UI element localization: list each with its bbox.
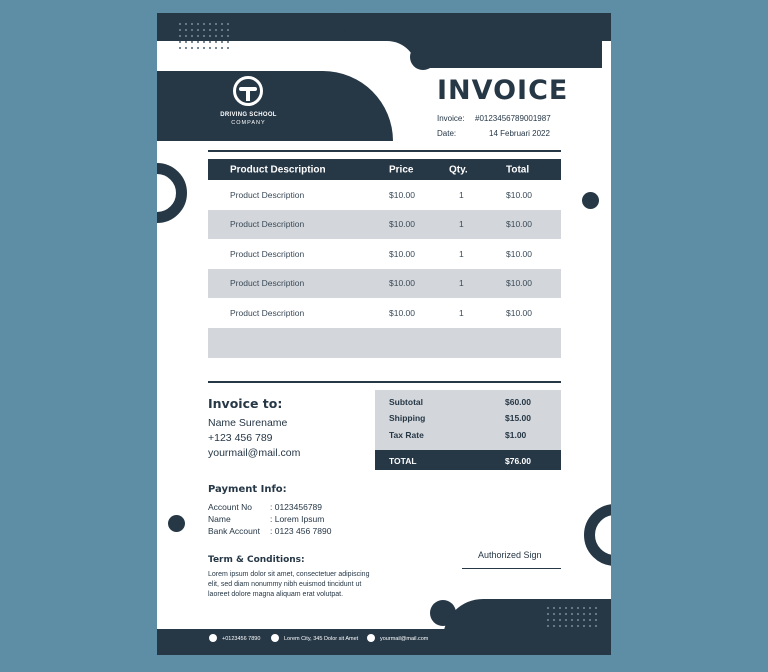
total-label: TOTAL <box>389 456 417 466</box>
header-qty: Qty. <box>449 164 468 175</box>
row-price: $10.00 <box>389 278 415 289</box>
row-total: $10.00 <box>506 219 532 230</box>
company-name: DRIVING SCHOOL <box>220 112 277 118</box>
sign-line <box>462 568 561 569</box>
client-email: yourmail@mail.com <box>208 447 301 459</box>
decor-dot-right <box>582 192 599 209</box>
header-description: Product Description <box>230 164 326 175</box>
footer-bar <box>157 629 611 655</box>
bank-account-value: : 0123 456 7890 <box>270 526 332 536</box>
subtotal-value: $60.00 <box>505 397 531 407</box>
table-row <box>208 180 561 210</box>
payment-heading: Payment Info: <box>208 484 287 495</box>
table-header <box>208 159 561 180</box>
shipping-value: $15.00 <box>505 413 531 423</box>
divider-middle <box>208 381 561 383</box>
decor-ring-right <box>584 504 611 566</box>
decor-ring-left <box>157 163 187 223</box>
row-price: $10.00 <box>389 307 415 318</box>
invoice-title: INVOICE <box>437 75 569 106</box>
total-value: $76.00 <box>505 456 531 466</box>
invoice-number-value: #0123456789001987 <box>475 114 551 123</box>
footer-phone: +0123456 7890 <box>222 636 261 642</box>
subtotal-label: Subtotal <box>389 397 423 407</box>
row-price: $10.00 <box>389 219 415 230</box>
row-qty: 1 <box>459 307 464 318</box>
row-description: Product Description <box>230 189 305 200</box>
row-qty: 1 <box>459 278 464 289</box>
row-price: $10.00 <box>389 248 415 259</box>
invoice-date-value: 14 Februari 2022 <box>489 129 550 138</box>
row-total: $10.00 <box>506 278 532 289</box>
terms-line-1: Lorem ipsum dolor sit amet, consectetuer adipiscing <box>208 571 370 578</box>
invoice-document <box>157 13 611 655</box>
account-no-value: : 0123456789 <box>270 502 322 512</box>
product-table <box>208 159 561 358</box>
table-row-empty <box>208 328 561 358</box>
table-row <box>208 269 561 299</box>
tax-label: Tax Rate <box>389 430 424 440</box>
table-row <box>208 298 561 328</box>
invoice-date-label: Date: <box>437 129 457 138</box>
client-phone: +123 456 789 <box>208 432 273 444</box>
dot-pattern-top <box>177 21 232 53</box>
company-subtitle: COMPANY <box>231 120 266 126</box>
row-qty: 1 <box>459 219 464 230</box>
logo-block <box>157 71 393 141</box>
row-description: Product Description <box>230 307 305 318</box>
terms-line-3: laoreet dolore magna aliquam erat volutpat. <box>208 591 344 598</box>
invoice-to-heading: Invoice to: <box>208 396 283 411</box>
footer-address: Lorem City, 345 Dolor sit Amet <box>284 636 359 642</box>
row-description: Product Description <box>230 278 305 289</box>
divider-top <box>208 150 561 152</box>
header-total: Total <box>506 164 530 175</box>
tax-value: $1.00 <box>505 430 527 440</box>
phone-icon <box>209 634 217 642</box>
account-no-label: Account No <box>208 502 252 512</box>
header-cutout <box>217 41 417 71</box>
header-price: Price <box>389 164 414 175</box>
row-qty: 1 <box>459 248 464 259</box>
steering-wheel-icon <box>233 76 263 106</box>
row-total: $10.00 <box>506 189 532 200</box>
decor-dot-top <box>410 44 436 70</box>
row-price: $10.00 <box>389 189 415 200</box>
row-description: Product Description <box>230 219 305 230</box>
invoice-number-label: Invoice: <box>437 114 465 123</box>
account-name-label: Name <box>208 514 231 524</box>
row-qty: 1 <box>459 189 464 200</box>
footer-email: yourmail@mail.com <box>380 636 429 642</box>
email-icon <box>367 634 375 642</box>
client-name: Name Surename <box>208 417 288 429</box>
dot-pattern-bottom <box>545 605 600 627</box>
terms-heading: Term & Conditions: <box>208 555 305 565</box>
location-icon <box>271 634 279 642</box>
authorized-sign-label: Authorized Sign <box>478 550 542 560</box>
table-row <box>208 210 561 240</box>
row-total: $10.00 <box>506 248 532 259</box>
shipping-label: Shipping <box>389 413 426 423</box>
account-name-value: : Lorem Ipsum <box>270 514 325 524</box>
table-row <box>208 239 561 269</box>
bank-account-label: Bank Account <box>208 526 260 536</box>
terms-line-2: elit, sed diam nonummy nibh euismod tincidunt ut <box>208 581 362 588</box>
row-description: Product Description <box>230 248 305 259</box>
decor-dot-left <box>168 515 185 532</box>
row-total: $10.00 <box>506 307 532 318</box>
